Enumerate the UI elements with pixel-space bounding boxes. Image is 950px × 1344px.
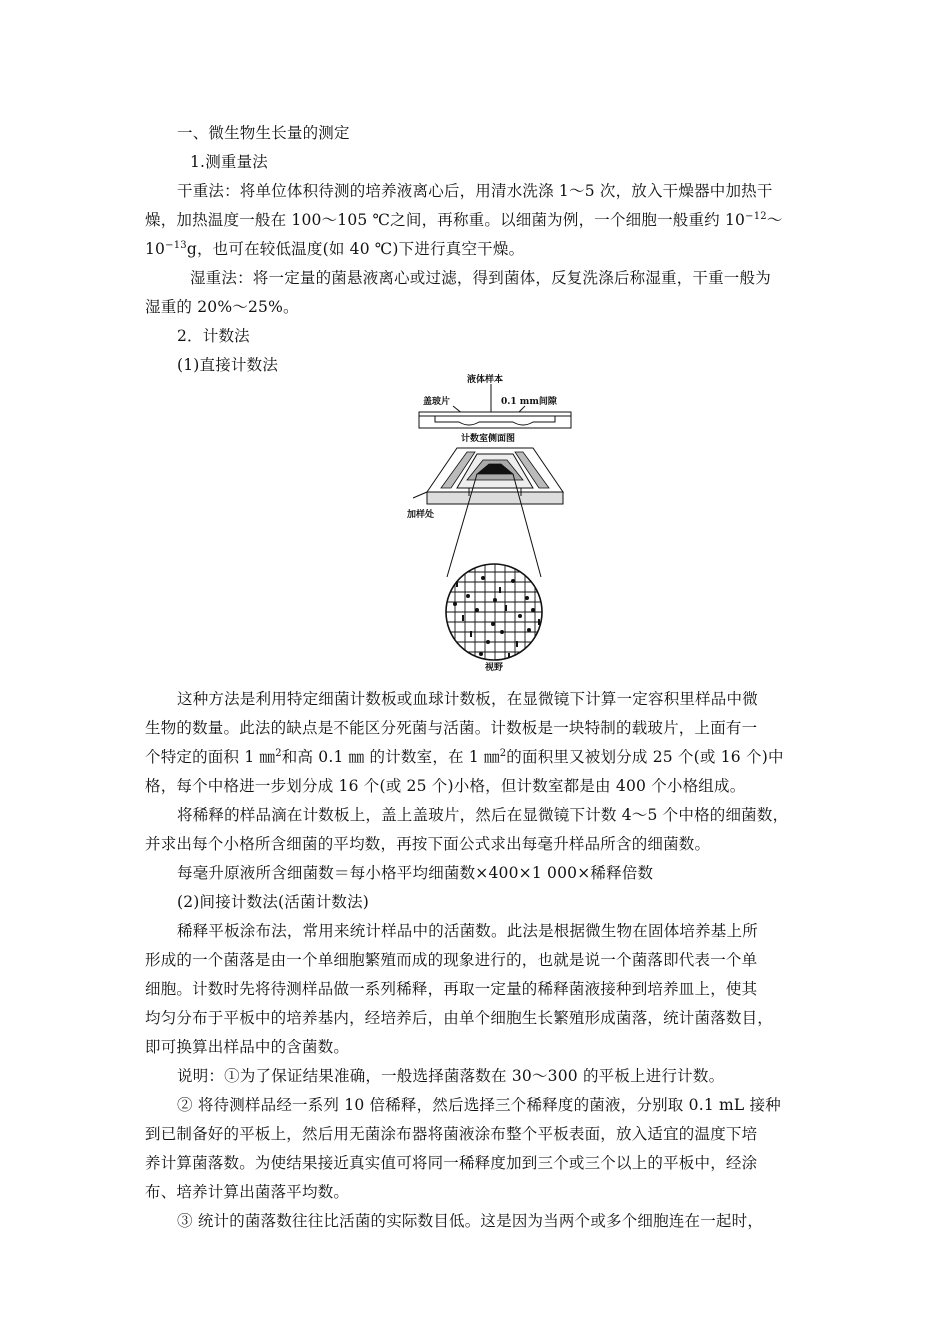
bacterium-cell <box>527 628 531 632</box>
procedure-line-1: 将稀释的样品滴在计数板上，盖上盖玻片，然后在显微镜下计数 4～5 个中格的细菌数， <box>177 806 789 824</box>
bacterium-cell <box>491 622 495 626</box>
label-gap: 0.1 mm间隙 <box>501 397 557 407</box>
note-2-line-3: 养计算菌落数。为使结果接近真实值可将同一稀释度加到三个或三个以上的平板中，经涂 <box>145 1154 758 1172</box>
bacterium-cell <box>462 615 464 621</box>
label-field-of-view: 视野 <box>485 663 504 672</box>
counting-chamber-figure <box>405 372 585 672</box>
dry-method-line-3: $10^{-13}g$，也可在较低温度(如 40 ℃)下进行真空干燥。 <box>145 239 525 258</box>
bacterium-cell <box>505 605 507 611</box>
label-side-view: 计数室侧面图 <box>461 434 516 444</box>
indirect-para-line-5: 即可换算出样品中的含菌数。 <box>145 1038 350 1056</box>
indirect-para-line-1: 稀释平板涂布法，常用来统计样品中的活菌数。此法是根据微生物在固体培养基上所 <box>177 922 758 940</box>
bacterium-cell <box>481 576 485 580</box>
direct-count-heading: (1)直接计数法 <box>177 356 279 374</box>
bacterium-cell <box>525 596 529 600</box>
indirect-para-line-4: 均匀分布于平板中的培养基内，经培养后，由单个细胞生长繁殖形成菌落，统计菌落数目， <box>145 1009 774 1027</box>
bacterium-cell <box>453 602 457 606</box>
bacterium-cell <box>499 587 501 593</box>
bacterium-cell <box>518 614 522 618</box>
wet-method-line-1: 湿重法：将一定量的菌悬液离心或过滤，得到菌体，反复洗涤后称湿重，干重一般为 <box>190 269 771 287</box>
bacterium-cell <box>493 598 497 602</box>
subheading-count-method: 2．计数法 <box>177 327 250 345</box>
bacterium-cell <box>466 594 470 598</box>
bacterium-cell <box>500 630 504 634</box>
bacterium-cell <box>470 631 472 637</box>
direct-para-line-2: 生物的数量。此法的缺点是不能区分死菌与活菌。计数板是一块特制的载玻片，上面有一 <box>145 719 758 737</box>
cover-glass-side <box>419 412 571 416</box>
subheading-weight-method: 1.测重量法 <box>190 153 268 171</box>
section-heading: 一、微生物生长量的测定 <box>177 124 350 142</box>
bacterium-cell <box>531 608 535 612</box>
chamber-side-profile <box>419 416 571 428</box>
bacterium-cell <box>516 641 518 647</box>
wet-method-line-2: 湿重的 20%～25%。 <box>145 298 299 316</box>
direct-para-line-4: 格，每个中格进一步划分成 16 个(或 25 个)小格，但计数室都是由 400 个小格组成。 <box>145 777 746 795</box>
counting-chamber-diagram <box>405 372 585 672</box>
indirect-para-line-3: 细胞。计数时先将待测样品做一系列稀释，再取一定量的稀释菌液接种到培养皿上，使其 <box>145 980 758 998</box>
note-2-line-1: ② 将待测样品经一系列 10 倍稀释，然后选择三个稀释度的菌液，分别取 0.1 mL 接种 <box>177 1096 781 1114</box>
bacterium-cell <box>486 640 490 644</box>
note-1: 说明：①为了保证结果准确，一般选择菌落数在 30～300 的平板上进行计数。 <box>177 1067 725 1085</box>
direct-para-line-3: 个特定的面积 1 ㎜$^2$和高 0.1 ㎜ 的计数室，在 1 ㎜$^2$的面积里又被划分成 25 个(或 16 个)中 <box>145 747 784 766</box>
note-2-line-4: 布、培养计算出菌落平均数。 <box>145 1183 350 1201</box>
indirect-para-line-2: 形成的一个菌落是由一个单细胞繁殖而成的现象进行的，也就是说一个菌落即代表一个单 <box>145 951 758 969</box>
note-2-line-2: 到已制备好的平板上，然后用无菌涂布器将菌液涂布整个平板表面，放入适宜的温度下培 <box>145 1125 758 1143</box>
formula: 每毫升原液所含细菌数＝每小格平均细菌数×400×1 000×稀释倍数 <box>177 864 654 882</box>
label-loading-point: 加样处 <box>407 510 435 520</box>
label-cover-glass: 盖玻片 <box>423 397 451 407</box>
label-liquid-sample: 液体样本 <box>467 375 504 385</box>
dry-method-line-1: 干重法：将单位体积待测的培养液离心后，用清水洗涤 1～5 次，放入干燥器中加热干 <box>177 182 773 200</box>
note-3: ③ 统计的菌落数往往比活菌的实际数目低。这是因为当两个或多个细胞连在一起时， <box>177 1212 764 1230</box>
direct-para-line-1: 这种方法是利用特定细菌计数板或血球计数板，在显微镜下计算一定容积里样品中微 <box>177 690 758 708</box>
bacterium-cell <box>511 579 515 583</box>
bacterium-cell <box>479 652 483 656</box>
indirect-count-heading: (2)间接计数法(活菌计数法) <box>177 893 370 911</box>
dry-method-line-2: 燥，加热温度一般在 100～105 ℃之间，再称重。以细菌为例，一个细胞一般重约 $10^{-12}\sim$ <box>145 210 783 229</box>
procedure-line-2: 并求出每个小格所含细菌的平均数，再按下面公式求出每毫升样品所含的细菌数。 <box>145 835 711 853</box>
bacterium-cell <box>475 608 479 612</box>
